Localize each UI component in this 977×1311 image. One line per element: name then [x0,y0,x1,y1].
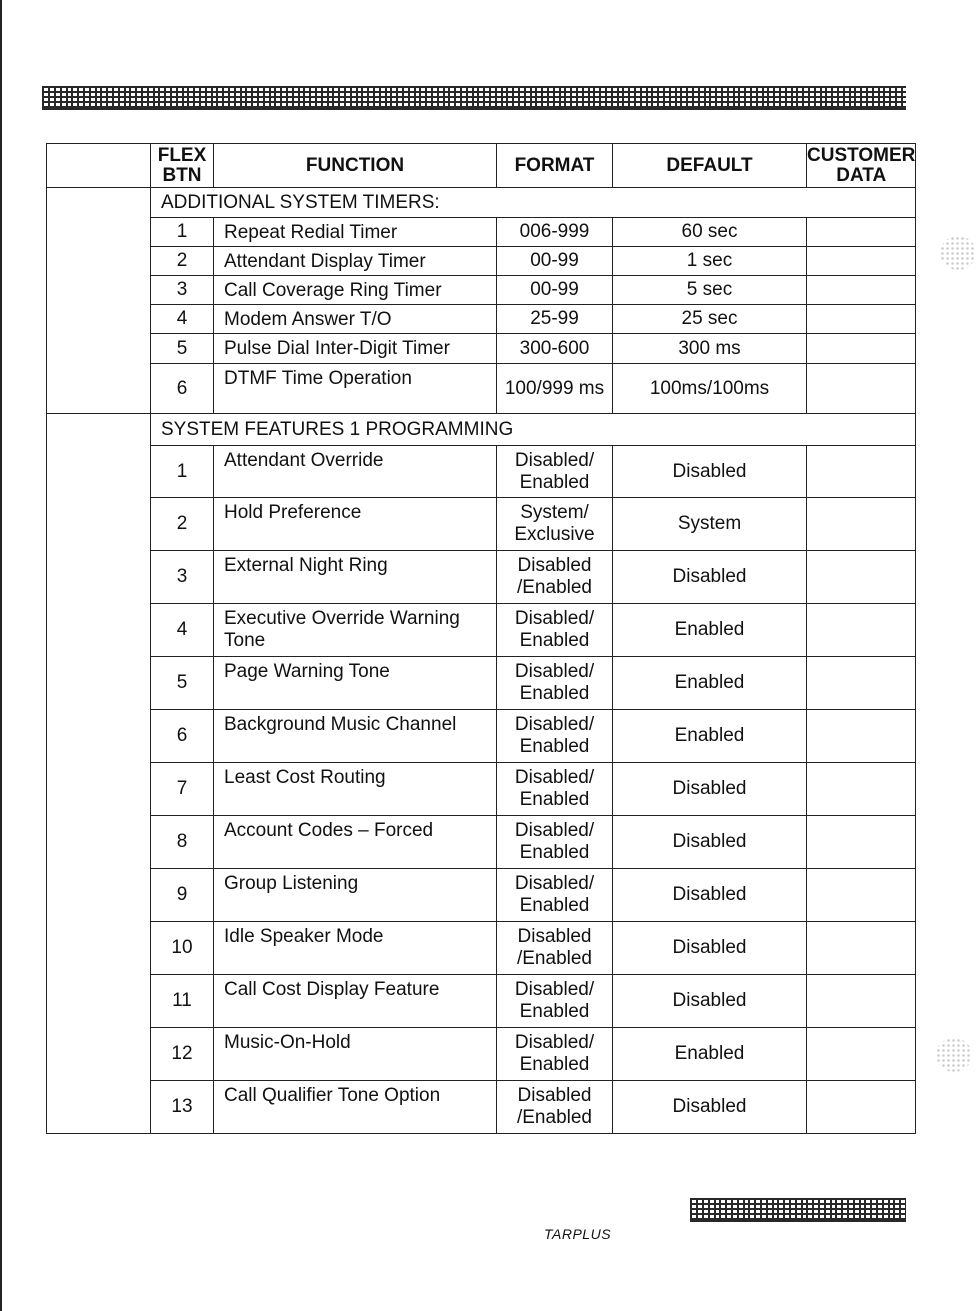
row-btn: 7 [151,763,214,816]
row-function: Executive Override Warning Tone [214,604,497,657]
table-row [47,498,916,551]
row-default: Disabled [613,1081,807,1134]
row-default: 60 sec [613,218,807,247]
footer-brand: TARPLUS [544,1226,612,1242]
row-format: Disabled/ Enabled [497,816,613,869]
table-row [47,551,916,604]
row-customer-data [807,1028,916,1081]
header-format: FORMAT [497,144,613,188]
row-default: Disabled [613,975,807,1028]
row-format: Disabled/ Enabled [497,604,613,657]
table-row [47,276,916,305]
row-format: Disabled /Enabled [497,922,613,975]
header-blank [47,144,151,188]
row-customer-data [807,816,916,869]
row-customer-data [807,710,916,763]
header-function: FUNCTION [214,144,497,188]
row-customer-data [807,276,916,305]
row-default: 25 sec [613,305,807,334]
row-format: Disabled/ Enabled [497,710,613,763]
table-row [47,710,916,763]
row-default: Disabled [613,922,807,975]
row-customer-data [807,975,916,1028]
row-function: DTMF Time Operation [214,364,497,414]
section-title: SYSTEM FEATURES 1 PROGRAMMING [151,414,916,446]
row-customer-data [807,657,916,710]
row-btn: 5 [151,334,214,364]
row-function: Least Cost Routing [214,763,497,816]
greek-key-border-bottom [690,1198,906,1222]
table-row [47,305,916,334]
table-row [47,922,916,975]
row-format: Disabled /Enabled [497,551,613,604]
section-title-row [47,188,916,218]
row-function: Repeat Redial Timer [214,218,497,247]
row-default: Enabled [613,604,807,657]
row-function: Pulse Dial Inter-Digit Timer [214,334,497,364]
left-blank [47,188,151,218]
row-default: Enabled [613,657,807,710]
row-default: Disabled [613,816,807,869]
row-default: 300 ms [613,334,807,364]
row-format: Disabled/ Enabled [497,657,613,710]
header-default: DEFAULT [613,144,807,188]
programming-table [46,143,916,1134]
row-customer-data [807,551,916,604]
row-function: Group Listening [214,869,497,922]
row-format: Disabled/ Enabled [497,975,613,1028]
row-btn: 12 [151,1028,214,1081]
table-row [47,657,916,710]
scan-speck [940,236,976,270]
row-format: Disabled /Enabled [497,1081,613,1134]
section-title-row [47,414,916,446]
row-function: Attendant Override [214,446,497,498]
row-btn: 2 [151,498,214,551]
row-format: System/ Exclusive [497,498,613,551]
row-btn: 1 [151,446,214,498]
row-format: Disabled/ Enabled [497,763,613,816]
page-left-border [0,0,2,1311]
row-function: Attendant Display Timer [214,247,497,276]
table-row [47,334,916,364]
row-btn: 4 [151,305,214,334]
row-customer-data [807,869,916,922]
row-btn: 3 [151,551,214,604]
row-function: External Night Ring [214,551,497,604]
row-default: 1 sec [613,247,807,276]
row-customer-data [807,604,916,657]
row-function: Page Warning Tone [214,657,497,710]
row-customer-data [807,218,916,247]
row-function: Music-On-Hold [214,1028,497,1081]
row-btn: 4 [151,604,214,657]
row-default: System [613,498,807,551]
row-btn: 11 [151,975,214,1028]
row-customer-data [807,305,916,334]
row-function: Call Cost Display Feature [214,975,497,1028]
table-header-row [47,144,916,188]
table-row [47,763,916,816]
row-default: 5 sec [613,276,807,305]
table-row [47,869,916,922]
table-row [47,218,916,247]
row-btn: 10 [151,922,214,975]
row-function: Background Music Channel [214,710,497,763]
row-format: Disabled/ Enabled [497,1028,613,1081]
row-function: Modem Answer T/O [214,305,497,334]
row-customer-data [807,498,916,551]
row-customer-data [807,334,916,364]
header-customer-data: CUSTOMER DATA [807,144,916,186]
scan-speck [936,1038,972,1072]
table-row [47,446,916,498]
row-customer-data [807,1081,916,1134]
table-row [47,1028,916,1081]
row-btn: 13 [151,1081,214,1134]
row-default: Disabled [613,869,807,922]
row-format: Disabled/ Enabled [497,446,613,498]
row-default: Enabled [613,1028,807,1081]
row-default: Disabled [613,551,807,604]
row-function: Hold Preference [214,498,497,551]
row-format: 006-999 [497,218,613,247]
row-function: Call Coverage Ring Timer [214,276,497,305]
row-customer-data [807,364,916,414]
header-flex-btn: FLEX BTN [151,144,214,188]
row-function: Call Qualifier Tone Option [214,1081,497,1134]
row-customer-data [807,247,916,276]
row-btn: 5 [151,657,214,710]
row-format: 00-99 [497,247,613,276]
row-default: 100ms/100ms [613,364,807,414]
row-default: Enabled [613,710,807,763]
row-format: 300-600 [497,334,613,364]
row-btn: 3 [151,276,214,305]
row-btn: 9 [151,869,214,922]
row-format: 100/999 ms [497,364,613,414]
table-row [47,816,916,869]
row-customer-data [807,922,916,975]
row-btn: 6 [151,364,214,414]
row-btn: 1 [151,218,214,247]
table-row [47,1081,916,1134]
row-default: Disabled [613,763,807,816]
row-function: Account Codes – Forced [214,816,497,869]
row-btn: 6 [151,710,214,763]
table-row [47,247,916,276]
row-format: 25-99 [497,305,613,334]
greek-key-border-top [42,86,906,110]
row-customer-data [807,446,916,498]
row-format: 00-99 [497,276,613,305]
row-btn: 2 [151,247,214,276]
table-row [47,364,916,414]
row-default: Disabled [613,446,807,498]
row-function: Idle Speaker Mode [214,922,497,975]
row-format: Disabled/ Enabled [497,869,613,922]
section-title: ADDITIONAL SYSTEM TIMERS: [151,188,916,218]
table-row [47,604,916,657]
row-btn: 8 [151,816,214,869]
table-row [47,975,916,1028]
row-customer-data [807,763,916,816]
